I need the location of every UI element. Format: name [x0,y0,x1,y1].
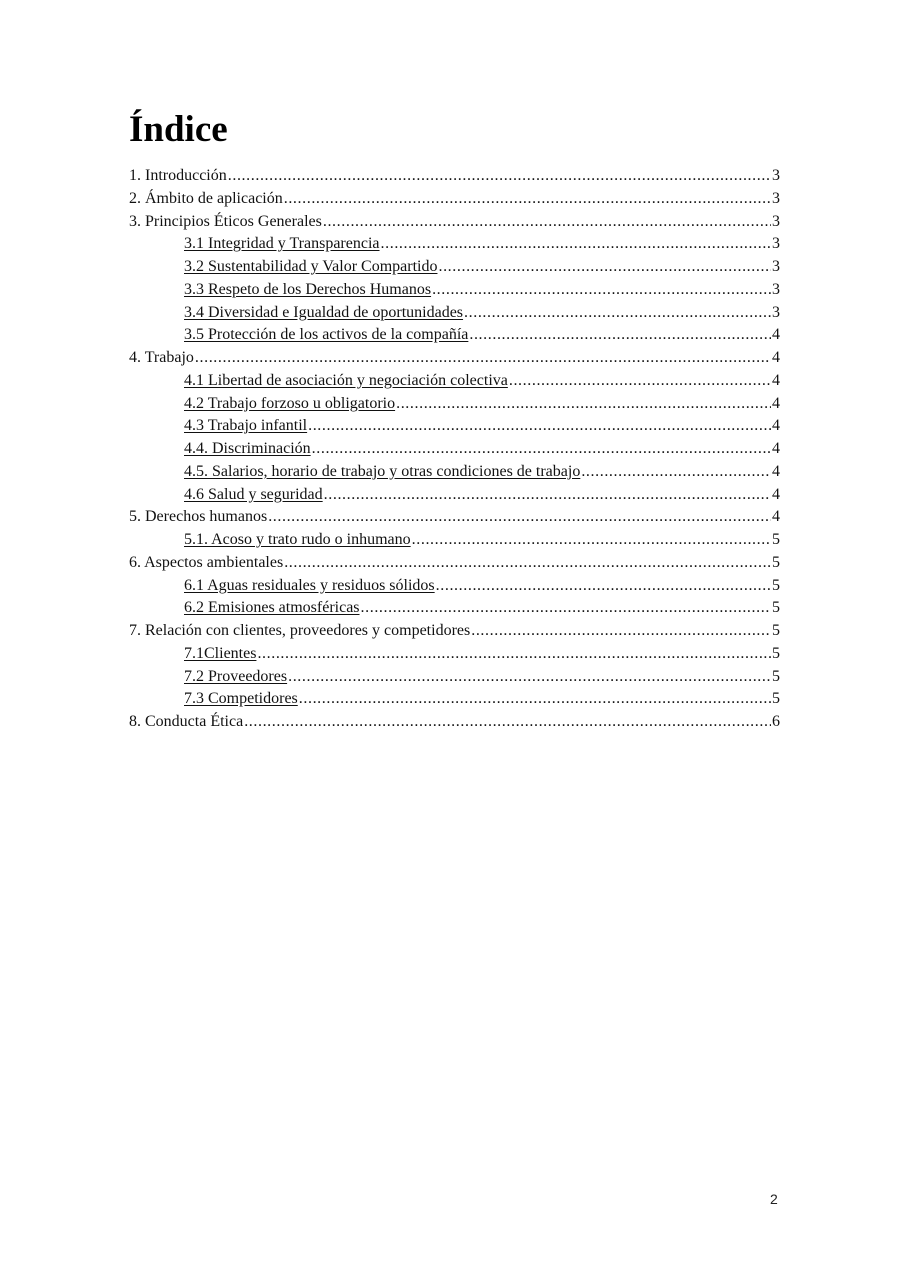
toc-entry-label: 4. Trabajo [129,349,194,366]
toc-page-number: 4 [772,440,780,457]
toc-dot-leader [581,461,771,484]
toc-dot-leader [308,415,771,438]
toc-subentry[interactable] [129,370,780,393]
toc-page-number: 3 [772,212,780,230]
toc-dot-leader [469,324,771,347]
toc-page-number: 3 [772,189,780,207]
toc-dot-leader [268,506,771,529]
toc-page-number: 4 [772,417,780,435]
toc-page-number: 4 [772,349,780,366]
toc-subentry[interactable] [129,461,780,484]
toc-page-number: 5 [772,599,780,617]
toc-page-number: 3 [772,258,780,275]
toc-dot-leader [228,165,771,188]
toc-dot-leader [436,575,771,598]
toc-subentry[interactable] [129,597,780,620]
toc-dot-leader [288,666,771,689]
page-number: 2 [770,1191,778,1207]
toc-dot-leader [509,370,771,393]
toc-dot-leader [284,552,771,575]
toc-page-number: 5 [772,667,780,685]
toc-dot-leader [361,597,771,620]
toc-page-number: 5 [772,622,780,639]
toc-page-number: 4 [772,326,780,344]
toc-dot-leader [312,438,771,461]
toc-subentry[interactable] [129,643,780,666]
toc-subentry[interactable] [129,233,780,256]
toc-page-number: 4 [772,462,780,480]
toc-subentry[interactable] [129,256,780,279]
toc-subentry[interactable] [129,438,780,461]
toc-subentry[interactable] [129,666,780,689]
toc-page-number: 5 [772,553,780,571]
toc-page-number: 4 [772,485,780,503]
toc-page-number: 6 [772,713,780,730]
toc-entry-label[interactable]: 4.4. Discriminación [184,440,311,457]
toc-dot-leader [284,188,771,211]
toc-subentry[interactable] [129,324,780,347]
toc-entry-label[interactable]: 7.3 Competidores [184,690,298,708]
toc-entry-label[interactable]: 3.4 Diversidad e Igualdad de oportunidades [184,303,464,321]
toc-dot-leader [438,256,771,279]
toc-entry[interactable] [129,188,780,211]
toc-page-number: 5 [772,644,780,662]
toc-entry-label[interactable]: 7.2 Proveedores [184,667,288,685]
toc-entry-label[interactable]: 3.3 Respeto de los Derechos Humanos [184,280,432,298]
page-title: Índice [129,109,228,150]
toc-dot-leader [412,529,771,552]
toc-subentry[interactable] [129,529,780,552]
toc-entry[interactable] [129,211,780,234]
toc-entry-label: 3. Principios Éticos Generales [129,212,322,230]
toc-subentry[interactable] [129,393,780,416]
toc-page-number: 4 [772,508,780,526]
toc-dot-leader [381,233,771,256]
toc-entry-label[interactable]: 7.1Clientes [184,644,257,662]
toc-subentry[interactable] [129,575,780,598]
toc-entry[interactable] [129,711,780,734]
toc-dot-leader [432,279,771,302]
toc-entry-label[interactable]: 3.2 Sustentabilidad y Valor Compartido [184,258,438,275]
toc-entry-label: 6. Aspectos ambientales [129,553,284,571]
toc-dot-leader [464,302,771,325]
toc-page-number: 3 [772,303,780,321]
toc-entry[interactable] [129,347,780,370]
toc-entry-label[interactable]: 6.2 Emisiones atmosféricas [184,599,360,617]
toc-entry[interactable] [129,165,780,188]
toc-page-number: 3 [772,280,780,298]
toc-subentry[interactable] [129,302,780,325]
table-of-contents [129,165,780,734]
toc-entry[interactable] [129,506,780,529]
toc-page-number: 3 [772,235,780,253]
toc-entry-label[interactable]: 6.1 Aguas residuales y residuos sólidos [184,576,435,594]
toc-page-number: 3 [772,167,780,184]
toc-dot-leader [471,620,771,643]
toc-entry-label[interactable]: 4.1 Libertad de asociación y negociación colectiva [184,371,508,389]
toc-subentry[interactable] [129,688,780,711]
toc-dot-leader [257,643,771,666]
toc-entry-label: 5. Derechos humanos [129,508,268,526]
toc-subentry[interactable] [129,415,780,438]
toc-dot-leader [244,711,771,734]
toc-entry-label[interactable]: 5.1. Acoso y trato rudo o inhumano [184,531,411,548]
toc-entry[interactable] [129,552,780,575]
toc-page-number: 5 [772,690,780,708]
toc-entry-label[interactable]: 4.5. Salarios, horario de trabajo y otras condiciones de trabajo [184,462,581,480]
toc-entry[interactable] [129,620,780,643]
toc-subentry[interactable] [129,484,780,507]
toc-dot-leader [323,211,771,234]
toc-entry-label: 8. Conducta Ética [129,713,244,730]
toc-entry-label[interactable]: 3.1 Integridad y Transparencia [184,235,380,253]
toc-dot-leader [195,347,771,370]
toc-entry-label[interactable]: 3.5 Protección de los activos de la compañía [184,326,469,344]
toc-entry-label: 2. Ámbito de aplicación [129,189,283,207]
toc-entry-label: 7. Relación con clientes, proveedores y competidores [129,622,471,639]
toc-page-number: 5 [772,531,780,548]
toc-dot-leader [299,688,771,711]
toc-entry-label[interactable]: 4.2 Trabajo forzoso u obligatorio [184,394,396,412]
toc-entry-label: 1. Introducción [129,167,227,184]
toc-page-number: 4 [772,371,780,389]
toc-entry-label[interactable]: 4.3 Trabajo infantil [184,417,308,435]
toc-dot-leader [324,484,771,507]
toc-entry-label[interactable]: 4.6 Salud y seguridad [184,485,323,503]
toc-page-number: 4 [772,394,780,412]
toc-dot-leader [396,393,771,416]
toc-subentry[interactable] [129,279,780,302]
toc-page-number: 5 [772,576,780,594]
